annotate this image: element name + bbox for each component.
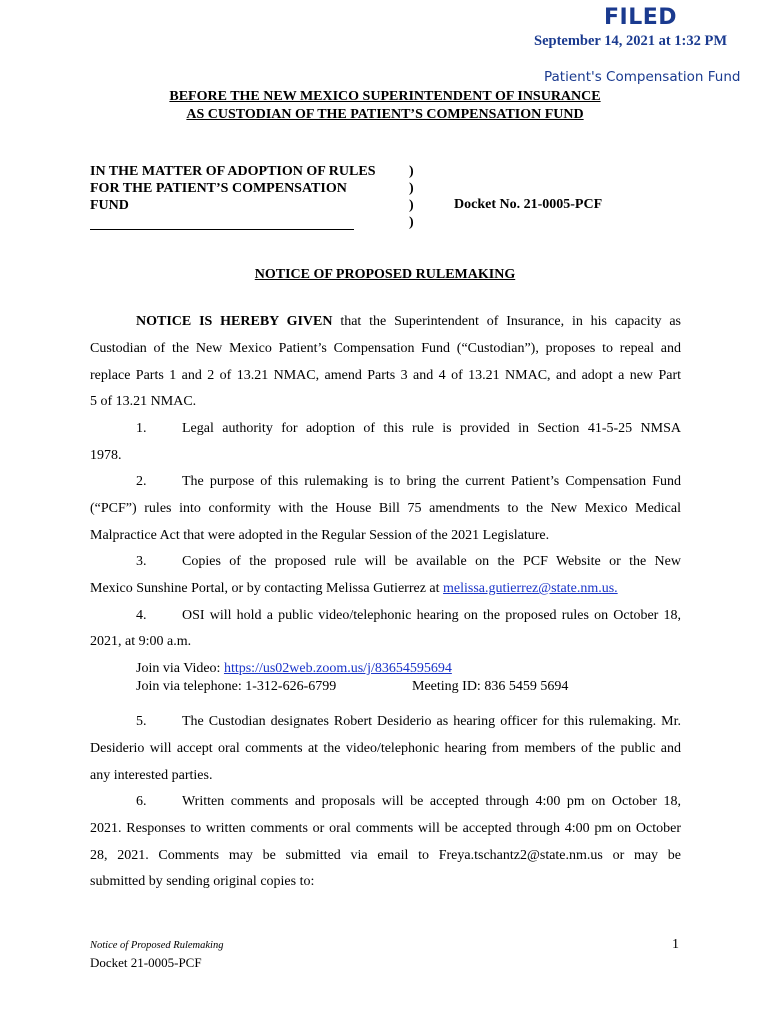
contact-email-link[interactable]: melissa.gutierrez@state.nm.us. <box>443 581 618 596</box>
join-video-label: Join via Video: <box>136 661 224 676</box>
intro-bold-lead: NOTICE IS HEREBY GIVEN <box>136 314 333 329</box>
item-4-line-1: OSI will hold a public video/telephonic hearing on the proposed rules on October 18, <box>182 608 681 623</box>
item-3-line-2 <box>90 580 681 597</box>
item-6-line-1: Written comments and proposals will be accepted through 4:00 pm on October 18, <box>182 794 681 809</box>
caption-signature-line <box>90 229 354 230</box>
item-2-line-1: The purpose of this rulemaking is to bring the current Patient’s Compensation Fund <box>182 474 681 489</box>
item-number-4: 4. <box>136 608 147 623</box>
caption-line-1: IN THE MATTER OF ADOPTION OF RULES <box>90 164 376 179</box>
item-6-line-4: submitted by sending original copies to: <box>90 874 315 889</box>
item-5-line-1: The Custodian designates Robert Desiderio as hearing officer for this rulemaking. Mr. <box>182 714 681 729</box>
header-line-2: AS CUSTODIAN OF THE PATIENT’S COMPENSATION FUND <box>186 107 584 122</box>
item-2-line-2: (“PCF”) rules into conformity with the House Bill 75 amendments to the New Mexico Medical <box>90 501 681 516</box>
docket-number: Docket No. 21-0005-PCF <box>454 197 603 212</box>
item-1-line-1: Legal authority for adoption of this rule is provided in Section 41-5-25 NMSA <box>182 421 681 436</box>
item-2-line-3: Malpractice Act that were adopted in the Regular Session of the 2021 Legislature. <box>90 528 550 543</box>
caption-paren-3: ) <box>409 198 414 213</box>
zoom-link[interactable]: https://us02web.zoom.us/j/83654595694 <box>223 661 452 676</box>
filed-stamp-title: FILED <box>604 5 678 30</box>
item-1-line-2: 1978. <box>90 448 122 463</box>
item-3-line-2-text: Mexico Sunshine Portal, or by contacting Melissa Gutierrez at <box>90 581 444 596</box>
item-number-2: 2. <box>136 474 147 489</box>
filed-stamp-fund: Patient's Compensation Fund <box>544 69 741 85</box>
meeting-id: Meeting ID: 836 5459 5694 <box>412 679 569 694</box>
caption-line-3: FUND <box>90 198 129 213</box>
filed-stamp-date: September 14, 2021 at 1:32 PM <box>534 33 728 49</box>
item-number-3: 3. <box>136 554 147 569</box>
caption-paren-4: ) <box>409 215 414 230</box>
caption-line-2: FOR THE PATIENT’S COMPENSATION <box>90 181 347 196</box>
join-video-line <box>136 660 452 677</box>
item-number-1: 1. <box>136 421 147 436</box>
caption-paren-2: ) <box>409 181 414 196</box>
intro-line-2: Custodian of the New Mexico Patient’s Compensation Fund (“Custodian”), proposes to repeal and <box>90 341 681 356</box>
notice-title: NOTICE OF PROPOSED RULEMAKING <box>254 267 516 282</box>
item-6-line-2: 2021. Responses to written comments or oral comments will be accepted through 4:00 pm on October <box>90 821 681 836</box>
item-6-line-3: 28, 2021. Comments may be submitted via email to Freya.tschantz2@state.nm.us or may be <box>90 848 681 863</box>
footer-document-title: Notice of Proposed Rulemaking <box>90 940 224 951</box>
join-phone-line: Join via telephone: 1-312-626-6799 <box>136 679 337 694</box>
item-number-6: 6. <box>136 794 147 809</box>
caption-paren-1: ) <box>409 164 414 179</box>
footer-docket: Docket 21-0005-PCF <box>90 955 202 970</box>
header-line-1: BEFORE THE NEW MEXICO SUPERINTENDENT OF INSURANCE <box>169 89 601 104</box>
item-number-5: 5. <box>136 714 147 729</box>
page-number: 1 <box>672 937 679 952</box>
item-5-line-2: Desiderio will accept oral comments at the video/telephonic hearing from members of the public and <box>90 741 681 756</box>
item-5-line-3: any interested parties. <box>90 768 213 783</box>
intro-line-1 <box>136 313 681 330</box>
intro-line-4: 5 of 13.21 NMAC. <box>90 394 197 409</box>
item-3-line-1: Copies of the proposed rule will be available on the PCF Website or the New <box>182 554 681 569</box>
intro-line-3: replace Parts 1 and 2 of 13.21 NMAC, amend Parts 3 and 4 of 13.21 NMAC, and adopt a new Part <box>90 368 681 383</box>
intro-line-1-rest: that the Superintendent of Insurance, in his capacity as <box>332 314 681 329</box>
item-4-line-2: 2021, at 9:00 a.m. <box>90 634 192 649</box>
